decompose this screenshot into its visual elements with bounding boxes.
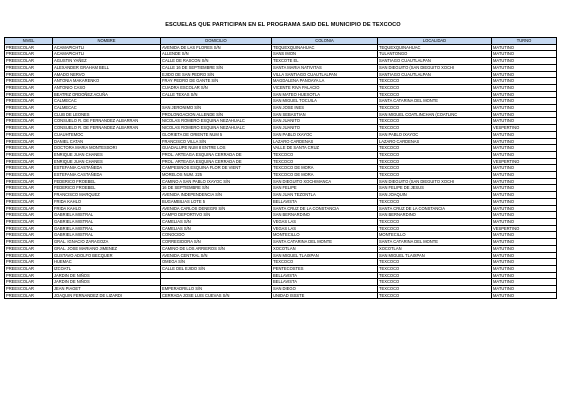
cell-localidad: TEXCOCO xyxy=(378,78,492,85)
cell-localidad: TEXCOCO xyxy=(378,84,492,91)
cell-colonia: SAN MATEO HUEXOTLA xyxy=(272,91,378,98)
cell-colonia: MAGDALENA PANOAYA LA xyxy=(272,78,378,85)
cell-localidad: TEXCOCO xyxy=(378,105,492,112)
table-row xyxy=(5,192,557,199)
cell-domicilio: CALLE TEXAS S/N xyxy=(161,91,272,98)
cell-localidad: TEXCOCO xyxy=(378,225,492,232)
cell-localidad: TEXCOCO xyxy=(378,118,492,125)
cell-nombre: GABRIELA MISTRAL xyxy=(53,212,161,219)
cell-localidad: SANTIAGO CUAUTLALPAN xyxy=(378,71,492,78)
cell-nombre: FRANCISCO MARQUEZ xyxy=(53,192,161,199)
cell-nivel: PREESCOLAR xyxy=(5,225,53,232)
cell-nombre: GRAL. IGNACIO ZARAGOZA xyxy=(53,239,161,246)
cell-colonia: TEXCOCO DE MORA xyxy=(272,172,378,179)
cell-domicilio: BUGAMBILIAS LOTE 5 xyxy=(161,198,272,205)
cell-nivel: PREESCOLAR xyxy=(5,192,53,199)
cell-turno: MATUTINO xyxy=(492,131,557,138)
cell-nombre: FEDERICO FROEBEL xyxy=(53,185,161,192)
table-row xyxy=(5,131,557,138)
cell-turno: MATUTINO xyxy=(492,252,557,259)
cell-nombre: GABRIELA MISTRAL xyxy=(53,218,161,225)
cell-nivel: PREESCOLAR xyxy=(5,118,53,125)
cell-nombre: AMADO NERVO xyxy=(53,71,161,78)
cell-turno: MATUTINO xyxy=(492,111,557,118)
cell-nivel: PREESCOLAR xyxy=(5,105,53,112)
cell-localidad: SAN BERNARDINO xyxy=(378,212,492,219)
table-row xyxy=(5,178,557,185)
cell-nivel: PREESCOLAR xyxy=(5,185,53,192)
cell-nivel: PREESCOLAR xyxy=(5,64,53,71)
table-row xyxy=(5,51,557,58)
cell-turno: MATUTINO xyxy=(492,98,557,105)
cell-turno: MATUTINO xyxy=(492,279,557,286)
table-row xyxy=(5,232,557,239)
cell-domicilio: CAMELIAS S/N xyxy=(161,225,272,232)
cell-nombre: BEATRIZ ORDOÑEZ ACUÑA xyxy=(53,91,161,98)
header-domicilio: DOMICILIO xyxy=(161,38,272,45)
cell-nombre: GABRIELA MISTRAL xyxy=(53,225,161,232)
cell-nivel: PREESCOLAR xyxy=(5,279,53,286)
cell-domicilio: CORREGIDORA S/N xyxy=(161,239,272,246)
cell-nombre: FEDERICO FROEBEL xyxy=(53,178,161,185)
cell-nombre: CONSUELO R. DE FERNANDEZ ALBARRAN xyxy=(53,118,161,125)
table-row xyxy=(5,172,557,179)
cell-nivel: PREESCOLAR xyxy=(5,151,53,158)
cell-nombre: ESTEFANIA CASTAÑEDA xyxy=(53,165,161,172)
cell-colonia: BELLAVISTA xyxy=(272,272,378,279)
cell-domicilio: CAMINO A SAN PABLO IXAYOC S/N xyxy=(161,178,272,185)
cell-nombre: JOAQUIN FERNANDEZ DE LIZARDI xyxy=(53,292,161,299)
cell-turno: MATUTINO xyxy=(492,205,557,212)
table-row xyxy=(5,185,557,192)
table-row xyxy=(5,286,557,293)
cell-nombre: ACAMAPICHTLI xyxy=(53,51,161,58)
cell-turno: MATUTINO xyxy=(492,118,557,125)
cell-localidad: TULANTONGO xyxy=(378,51,492,58)
cell-domicilio: GLORIETA DE ORIENTE NUM 5 xyxy=(161,131,272,138)
cell-colonia: SAN DIEGO xyxy=(272,286,378,293)
cell-turno: MATUTINO xyxy=(492,198,557,205)
cell-nombre: ENRIQUE JUAN CHANES xyxy=(53,158,161,165)
cell-domicilio: AVENIDA CENTRAL S/N xyxy=(161,252,272,259)
cell-colonia: SAN DIEGUITO XOCHIMANCA xyxy=(272,178,378,185)
cell-turno: MATUTINO xyxy=(492,71,557,78)
cell-colonia: PENTECOSTES xyxy=(272,265,378,272)
cell-domicilio: CAMINO DE LOS ARRIEROS S/N xyxy=(161,245,272,252)
cell-turno: MATUTINO xyxy=(492,265,557,272)
cell-colonia: VICENTE RIVA PALACIO xyxy=(272,84,378,91)
cell-nivel: PREESCOLAR xyxy=(5,198,53,205)
cell-localidad: SANTA CATARINA DEL MONTE xyxy=(378,239,492,246)
table-row xyxy=(5,212,557,219)
cell-colonia: VILLA SANTIAGO CUAUTLALPAN xyxy=(272,71,378,78)
cell-nivel: PREESCOLAR xyxy=(5,71,53,78)
cell-turno: VESPERTINO xyxy=(492,125,557,132)
cell-turno: MATUTINO xyxy=(492,292,557,299)
cell-colonia: SANTA MARIA NATIVITAS xyxy=(272,64,378,71)
cell-nivel: PREESCOLAR xyxy=(5,131,53,138)
cell-nivel: PREESCOLAR xyxy=(5,245,53,252)
cell-nivel: PREESCOLAR xyxy=(5,212,53,219)
cell-turno: MATUTINO xyxy=(492,78,557,85)
cell-nombre: ESTEFANIA CASTAÑEDA xyxy=(53,172,161,179)
cell-colonia: SAN BERNARDINO xyxy=(272,212,378,219)
cell-colonia: TEXCOCO xyxy=(272,259,378,266)
cell-domicilio: SAN JERONIMO S/N xyxy=(161,105,272,112)
cell-localidad: TEXCOCO xyxy=(378,198,492,205)
table-row xyxy=(5,145,557,152)
cell-nombre: GABRIELA MISTRAL xyxy=(53,232,161,239)
cell-nivel: PREESCOLAR xyxy=(5,292,53,299)
cell-localidad: TEXCOCO xyxy=(378,165,492,172)
cell-localidad: TEXCOCO xyxy=(378,158,492,165)
cell-nombre: FRIDA KAHLO xyxy=(53,198,161,205)
cell-domicilio: CALLE DEL EJIDO S/N xyxy=(161,265,272,272)
cell-nombre: CUAUHTEMOC xyxy=(53,131,161,138)
cell-domicilio: OMEGA S/N xyxy=(161,259,272,266)
cell-localidad: TEXCOCO xyxy=(378,218,492,225)
cell-turno: MATUTINO xyxy=(492,44,557,51)
cell-domicilio: MORELOS NUM. 225 xyxy=(161,172,272,179)
cell-turno: MATUTINO xyxy=(492,145,557,152)
cell-turno: MATUTINO xyxy=(492,138,557,145)
cell-domicilio: CAMPESINOS ESQUINA FLOR DE VIENT xyxy=(161,165,272,172)
cell-localidad: SAN DIEGUITO (SAN DIEGUITO XOCHI xyxy=(378,64,492,71)
header-colonia: COLONIA xyxy=(272,38,378,45)
cell-nombre: CONSUELO R. DE FERNANDEZ ALBARRAN xyxy=(53,125,161,132)
cell-nivel: PREESCOLAR xyxy=(5,265,53,272)
cell-nombre: DANIEL CATAN xyxy=(53,138,161,145)
cell-colonia: XOCOTLAN xyxy=(272,245,378,252)
cell-colonia: BELLAVISTA xyxy=(272,198,378,205)
cell-localidad: SANTIAGO CUAUTLALPAN xyxy=(378,58,492,65)
cell-nivel: PREESCOLAR xyxy=(5,138,53,145)
cell-domicilio: FRANCISCO VILLA S/N xyxy=(161,138,272,145)
cell-localidad: TEXCOCO xyxy=(378,265,492,272)
cell-turno: MATUTINO xyxy=(492,165,557,172)
cell-colonia: SANS IMON xyxy=(272,51,378,58)
table-row xyxy=(5,44,557,51)
table-row xyxy=(5,245,557,252)
cell-nivel: PREESCOLAR xyxy=(5,272,53,279)
schools-table xyxy=(4,37,557,299)
cell-colonia: TEQUEXQUINAHUAC xyxy=(272,44,378,51)
header-nivel: NIVEL xyxy=(5,38,53,45)
cell-nivel: PREESCOLAR xyxy=(5,172,53,179)
cell-colonia: VALLE DE SANTA CRUZ xyxy=(272,145,378,152)
cell-localidad: TEXCOCO xyxy=(378,145,492,152)
cell-nivel: PREESCOLAR xyxy=(5,252,53,259)
table-row xyxy=(5,239,557,246)
cell-localidad: XOCOTLAN xyxy=(378,245,492,252)
table-row xyxy=(5,91,557,98)
cell-domicilio: PROL. ARTEAGA ESQUINA CERRADA DE xyxy=(161,158,272,165)
cell-domicilio xyxy=(161,279,272,286)
cell-nivel: PREESCOLAR xyxy=(5,239,53,246)
cell-localidad: SAN MIGUEL TLAIXPAN xyxy=(378,252,492,259)
cell-nivel: PREESCOLAR xyxy=(5,44,53,51)
cell-nombre: JEAN PIAGET xyxy=(53,286,161,293)
header-nombre: NOMBRE xyxy=(53,38,161,45)
cell-nivel: PREESCOLAR xyxy=(5,178,53,185)
table-row xyxy=(5,292,557,299)
cell-localidad: SAN FELIPE DE JESUS xyxy=(378,185,492,192)
cell-localidad: TEXCOCO xyxy=(378,292,492,299)
cell-turno: MATUTINO xyxy=(492,172,557,179)
table-row xyxy=(5,151,557,158)
table-row xyxy=(5,205,557,212)
cell-domicilio xyxy=(161,98,272,105)
table-row xyxy=(5,125,557,132)
cell-nivel: PREESCOLAR xyxy=(5,205,53,212)
cell-localidad: MONTECILLO xyxy=(378,232,492,239)
cell-turno: MATUTINO xyxy=(492,91,557,98)
cell-colonia: SAN JUANITO xyxy=(272,118,378,125)
cell-localidad: SANTA CRUZ DE LA CONSTANCIA xyxy=(378,205,492,212)
cell-domicilio: AVENIDA INDEPENDENCIA S/N xyxy=(161,192,272,199)
cell-domicilio: PROLONGACION ALLENDE S/N xyxy=(161,111,272,118)
cell-domicilio xyxy=(161,272,272,279)
cell-localidad: TEXCOCO xyxy=(378,286,492,293)
table-body xyxy=(5,44,557,299)
cell-domicilio: CERRADA JOSE LUIS CUEVAS S/N xyxy=(161,292,272,299)
cell-turno: MATUTINO xyxy=(492,185,557,192)
cell-turno: MATUTINO xyxy=(492,286,557,293)
cell-colonia: SAN SEBASTIAN xyxy=(272,111,378,118)
cell-nivel: PREESCOLAR xyxy=(5,84,53,91)
cell-nombre: ANTONIA MAKARENKO xyxy=(53,78,161,85)
cell-nivel: PREESCOLAR xyxy=(5,91,53,98)
cell-turno: MATUTINO xyxy=(492,245,557,252)
cell-localidad: SANTA CATARINA DEL MONTE xyxy=(378,98,492,105)
table-row xyxy=(5,58,557,65)
cell-localidad: SAN PABLO IXAYOC xyxy=(378,131,492,138)
cell-localidad: TEXCOCO xyxy=(378,272,492,279)
cell-colonia: TEXCOCO xyxy=(272,151,378,158)
table-row xyxy=(5,165,557,172)
table-row xyxy=(5,78,557,85)
table-row xyxy=(5,218,557,225)
table-row xyxy=(5,64,557,71)
header-localidad: LOCALIDAD xyxy=(378,38,492,45)
table-row xyxy=(5,259,557,266)
cell-nombre: CALMECAC xyxy=(53,105,161,112)
header-row xyxy=(5,38,557,45)
table-row xyxy=(5,272,557,279)
cell-colonia: MONTECILLO xyxy=(272,232,378,239)
table-row xyxy=(5,84,557,91)
cell-turno: MATUTINO xyxy=(492,218,557,225)
cell-nombre: ALEXANDER GRAHAM BELL xyxy=(53,64,161,71)
cell-colonia: SAN MIGUEL TOCUILA xyxy=(272,98,378,105)
cell-turno: MATUTINO xyxy=(492,58,557,65)
cell-nivel: PREESCOLAR xyxy=(5,125,53,132)
cell-turno: MATUTINO xyxy=(492,239,557,246)
cell-domicilio: CONOCIDO xyxy=(161,232,272,239)
cell-nombre: HUEMAC xyxy=(53,259,161,266)
cell-colonia: SAN FELIPE xyxy=(272,185,378,192)
cell-localidad: TEQUEXQUINAHUAC xyxy=(378,44,492,51)
cell-nombre: GRAL. JOSE MARIANO JIMENEZ xyxy=(53,245,161,252)
cell-nombre: AGUSTIN YAÑEZ xyxy=(53,58,161,65)
cell-domicilio: NICOLAS ROMERO ESQUINA NEZAHUALC xyxy=(161,118,272,125)
cell-turno: MATUTINO xyxy=(492,259,557,266)
table-row xyxy=(5,198,557,205)
cell-localidad: TEXCOCO xyxy=(378,91,492,98)
cell-localidad: TEXCOCO xyxy=(378,259,492,266)
cell-nivel: PREESCOLAR xyxy=(5,218,53,225)
cell-localidad: TEXCOCO xyxy=(378,172,492,179)
cell-domicilio: CALLE DE RASCON S/N xyxy=(161,58,272,65)
cell-domicilio: AVENIDA CARLOS DENEGRI S/N xyxy=(161,205,272,212)
cell-turno: MATUTINO xyxy=(492,178,557,185)
table-row xyxy=(5,98,557,105)
table-row xyxy=(5,252,557,259)
table-row xyxy=(5,265,557,272)
cell-domicilio: ALLENDE S/N xyxy=(161,51,272,58)
table-row xyxy=(5,279,557,286)
cell-nombre: IZCOATL xyxy=(53,265,161,272)
table-row xyxy=(5,138,557,145)
cell-turno: MATUTINO xyxy=(492,51,557,58)
cell-colonia: TEXCOCO xyxy=(272,158,378,165)
cell-domicilio: GUADALUPE NUM 8 ENTRE LOS xyxy=(161,145,272,152)
cell-colonia: SAN JOSE INES xyxy=(272,105,378,112)
table-row xyxy=(5,71,557,78)
document-title: ESCUELAS QUE PARTICIPAN EN EL PROGRAMA SAID DEL MUNICIPIO DE TEXCOCO xyxy=(165,22,401,28)
cell-nombre: CALMECAC xyxy=(53,98,161,105)
cell-nombre: JARDIN DE NIÑOS xyxy=(53,279,161,286)
cell-turno: MATUTINO xyxy=(492,272,557,279)
header-turno: TURNO xyxy=(492,38,557,45)
cell-nombre: ANTONIO CASO xyxy=(53,84,161,91)
cell-turno: MATUTINO xyxy=(492,151,557,158)
cell-turno: MATUTINO xyxy=(492,232,557,239)
cell-nivel: PREESCOLAR xyxy=(5,259,53,266)
cell-nombre: DOCTORA MARIA MONTESSORI xyxy=(53,145,161,152)
cell-colonia: SAN JUANITO xyxy=(272,125,378,132)
cell-nombre: ACAMAPICHTLI xyxy=(53,44,161,51)
cell-turno: VESPERTINO xyxy=(492,225,557,232)
table-row xyxy=(5,158,557,165)
cell-nivel: PREESCOLAR xyxy=(5,232,53,239)
cell-nombre: ENRIQUE JUAN CHANES xyxy=(53,151,161,158)
cell-colonia: SANTA CATARINA DEL MONTE xyxy=(272,239,378,246)
cell-domicilio: CAMPO DEPORTIVO S/N xyxy=(161,212,272,219)
cell-nivel: PREESCOLAR xyxy=(5,286,53,293)
cell-localidad: TEXCOCO xyxy=(378,279,492,286)
cell-domicilio: CALLE 16 DE SEPTIEMBRE S/N xyxy=(161,64,272,71)
cell-colonia: SAN JUAN TEZONTLA xyxy=(272,192,378,199)
cell-colonia: VEGAS LAS xyxy=(272,218,378,225)
cell-colonia: SAN MIGUEL TLAIXPAN xyxy=(272,252,378,259)
cell-domicilio: AVENIDA DE LAS FLORES S/N xyxy=(161,44,272,51)
cell-localidad: TEXCOCO xyxy=(378,151,492,158)
cell-localidad: SAN DIEGUITO (SAN DIEGUITO XOCHI xyxy=(378,178,492,185)
cell-colonia: SANTA CRUZ DE LA CONSTANCIA xyxy=(272,205,378,212)
cell-nombre: GUSTAVO ADOLFO BECQUER xyxy=(53,252,161,259)
cell-localidad: TEXCOCO xyxy=(378,125,492,132)
cell-nivel: PREESCOLAR xyxy=(5,165,53,172)
cell-domicilio: FRAY PEDRO DE GANTE S/N xyxy=(161,78,272,85)
cell-domicilio: EMPERADRILLO S/N xyxy=(161,286,272,293)
cell-nombre: FRIDA KAHLO xyxy=(53,205,161,212)
table-row xyxy=(5,118,557,125)
cell-nivel: PREESCOLAR xyxy=(5,51,53,58)
cell-domicilio: CUADRA ESCOLAR S/N xyxy=(161,84,272,91)
cell-turno: MATUTINO xyxy=(492,105,557,112)
table-row xyxy=(5,105,557,112)
cell-nivel: PREESCOLAR xyxy=(5,58,53,65)
cell-localidad: SAN MIGUEL COATLINCHAN (COATLINC xyxy=(378,111,492,118)
cell-domicilio: NICOLAS ROMERO ESQUINA NEZAHUALC xyxy=(161,125,272,132)
cell-colonia: BELLAVISTA xyxy=(272,279,378,286)
cell-colonia: SAN PABLO IXAYOC xyxy=(272,131,378,138)
cell-domicilio: PROL. ARTEAGA ESQUINA CERRADA DE xyxy=(161,151,272,158)
cell-turno: MATUTINO xyxy=(492,212,557,219)
cell-domicilio: 16 DE SEPTIEMBRE S/N xyxy=(161,185,272,192)
cell-colonia: TEXCOCO DE MORA xyxy=(272,165,378,172)
cell-nivel: PREESCOLAR xyxy=(5,78,53,85)
cell-turno: MATUTINO xyxy=(492,192,557,199)
cell-nivel: PREESCOLAR xyxy=(5,145,53,152)
cell-localidad: SAN JOAQUIN xyxy=(378,192,492,199)
cell-colonia: LAZARO CARDENAS xyxy=(272,138,378,145)
cell-colonia: UNIDAD ISSSTE xyxy=(272,292,378,299)
table-row xyxy=(5,225,557,232)
cell-nivel: PREESCOLAR xyxy=(5,111,53,118)
cell-colonia: VEGAS LAS xyxy=(272,225,378,232)
cell-nombre: JARDIN DE NIÑOS xyxy=(53,272,161,279)
cell-turno: MATUTINO xyxy=(492,84,557,91)
cell-turno: VESPERTINO xyxy=(492,158,557,165)
cell-nivel: PREESCOLAR xyxy=(5,158,53,165)
table-row xyxy=(5,111,557,118)
cell-turno: MATUTINO xyxy=(492,64,557,71)
cell-nivel: PREESCOLAR xyxy=(5,98,53,105)
cell-localidad: LAZARO CARDENAS xyxy=(378,138,492,145)
cell-nombre: CLUB DE LEONES xyxy=(53,111,161,118)
cell-domicilio: EJIDO DE SAN PEDRO S/N xyxy=(161,71,272,78)
cell-domicilio: CAMELIAS S/N xyxy=(161,218,272,225)
cell-colonia: TEXCOTE EL xyxy=(272,58,378,65)
